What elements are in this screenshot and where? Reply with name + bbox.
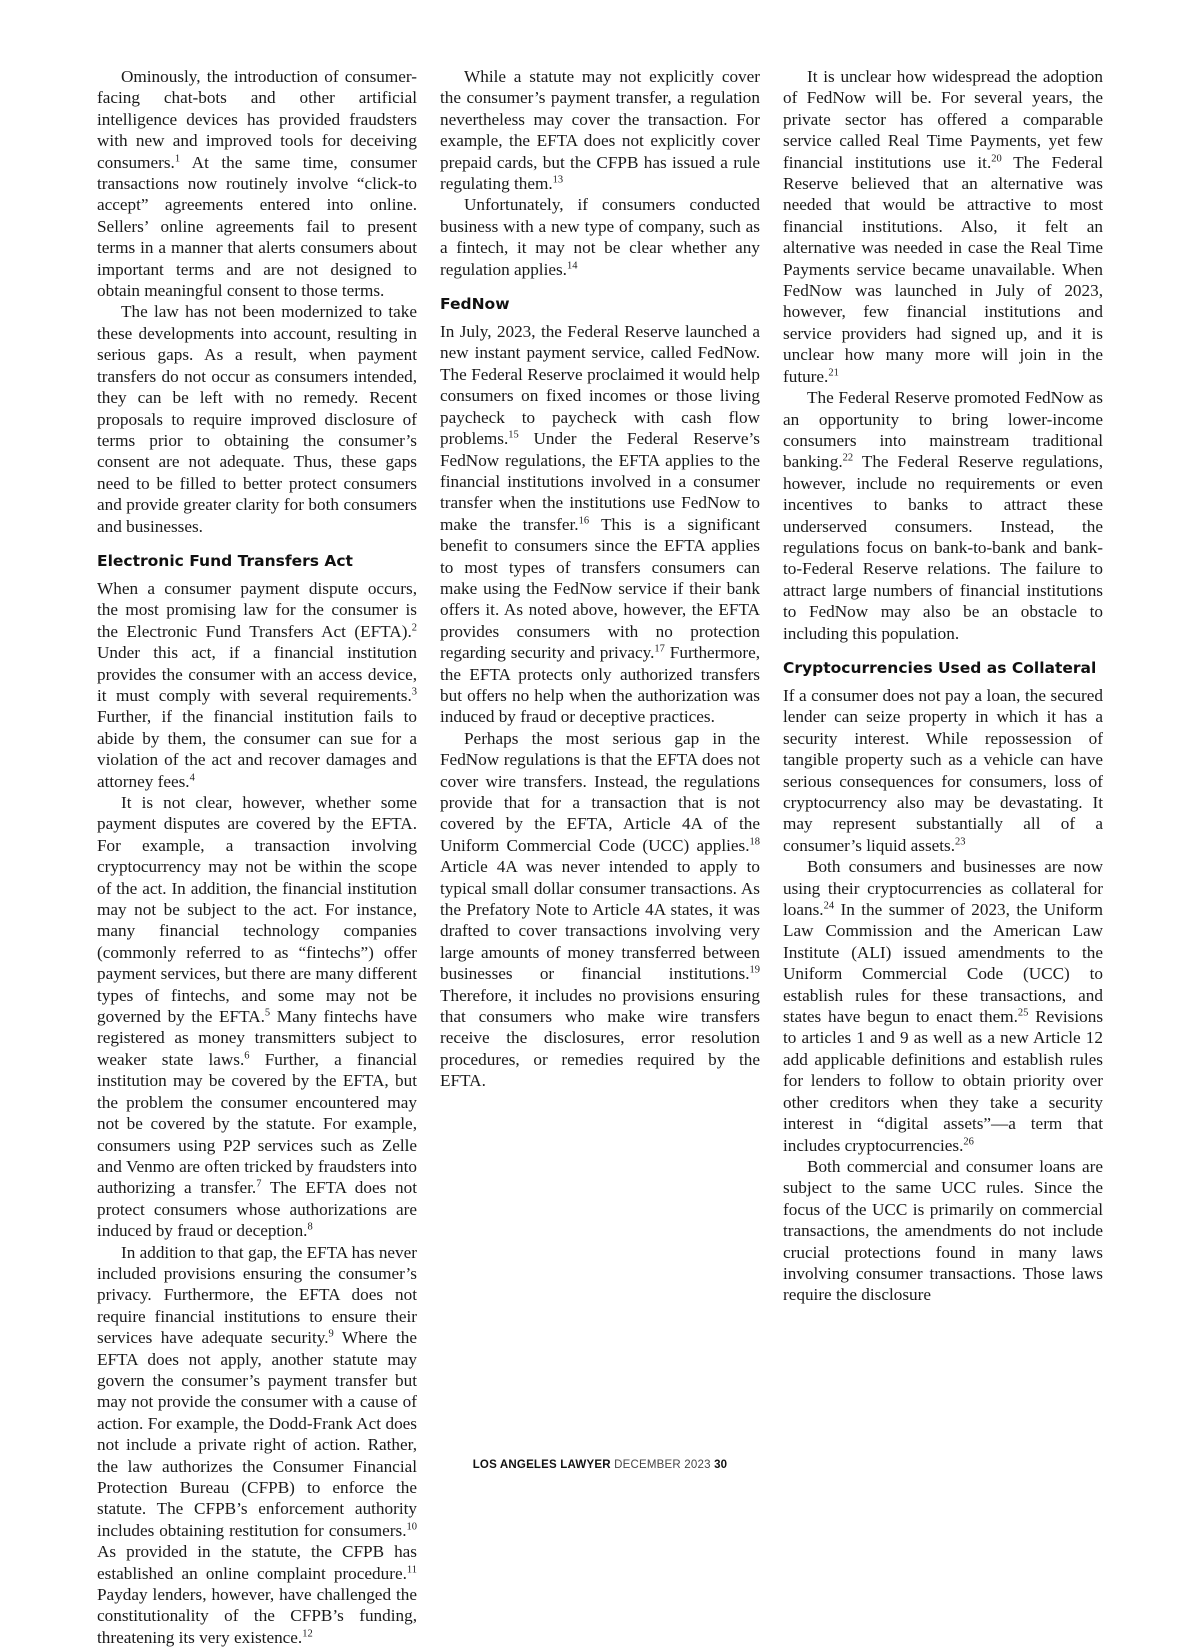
footnote-marker: 21	[828, 366, 839, 378]
page-footer	[0, 1459, 1200, 1471]
paragraph: Unfortunately, if consumers conducted business with a new type of company, such as a fintech, it may not be clear whether any regulation applies.$^{14}$	[440, 195, 760, 279]
footnote-marker: 7	[256, 1178, 262, 1190]
paragraph: If a consumer does not pay a loan, the secured lender can seize property in which it has a security interest. While repossession of tangible property such as a vehicle can have serious consequences for consumers, loss of cryptocurrency also may be devastating. It may represent substantially all of a consumer’s liquid assets.$^{23}$	[783, 685, 1103, 855]
column-2	[440, 66, 760, 1092]
footnote-marker: 23	[955, 836, 966, 848]
footnote-marker: 25	[1017, 1007, 1029, 1019]
column-1	[97, 66, 417, 1648]
footnote-marker: 20	[991, 152, 1002, 164]
page-number: 30	[714, 1459, 728, 1471]
paragraph: Both consumers and businesses are now using their cryptocurrencies as collateral for loans.$^{24}$ In the summer of 2023, the Uniform Law Commission and the American Law Institute (ALI) issued amendments to the Uniform Commercial Code (UCC) to establish rules for these transactions, and states have begun to enact them.$^{25}$ Revisions to articles 1 and 9 as well as a new Article 12 add applicable definitions and establish rules for lenders to follow to obtain priority over other creditors when they take a security interest in “digital assets”—a term that includes cryptocurrencies.$^{26}$	[783, 857, 1104, 1155]
footnote-marker: 14	[566, 259, 578, 271]
paragraph: In July, 2023, the Federal Reserve launched a new instant payment service, called FedNow. The Federal Reserve proclaimed it would help consumers on fixed incomes or those living paycheck to paycheck with cash flow problems.$^{15}$ Under the Federal Reserve’s FedNow regulations, the EFTA applies to the financial institutions involved in a consumer transfer when the institutions use FedNow to make the transfer.$^{16}$ This is a significant benefit to consumers since the EFTA applies to most types of transfers consumers can make using the FedNow service if their bank offers it. As noted above, however, the EFTA provides consumers with no protection regarding security and privacy.$^{17}$ Furthermore, the EFTA protects only authorized transfers but offers no help when the authorization was induced by fraud or deceptive practices.	[440, 322, 761, 727]
footnote-marker: 12	[302, 1628, 313, 1640]
paragraph: The Federal Reserve promoted FedNow as an opportunity to bring lower-income consumers into mainstream traditional banking.$^{22}$ The Federal Reserve regulations, however, include no requirements or even incentives to banks to attract these underserved consumers. Instead, the regulations focus on bank-to-bank and bank-to-Federal Reserve relations. The failure to attract large numbers of financial institutions to FedNow may also be an obstacle to including this population.	[783, 388, 1103, 643]
footnote-marker: 1	[174, 152, 181, 164]
footnote-marker: 3	[411, 686, 417, 698]
section-heading-fednow: FedNow	[440, 295, 510, 314]
footnote-marker: 15	[508, 429, 519, 441]
section-heading-efta: Electronic Fund Transfers Act	[97, 551, 353, 570]
publication-name: LOS ANGELES LAWYER	[472, 1459, 611, 1471]
paragraph: When a consumer payment dispute occurs, the most promising law for the consumer is the Electronic Fund Transfers Act (EFTA).$^2$ Under this act, if a financial institution provides the consumer with an access device, it must comply with several requirements.$^3$ Further, if the financial institution fails to abide by them, the consumer can sue for a violation of the act and recover damages and attorney fees.$^4$	[97, 578, 417, 791]
footnote-marker: 19	[749, 964, 760, 976]
footnote-marker: 11	[406, 1563, 417, 1575]
footnote-marker: 17	[654, 643, 665, 655]
footnote-marker: 24	[823, 900, 835, 912]
footnote-marker: 16	[578, 514, 590, 526]
footnote-marker: 8	[307, 1221, 313, 1233]
footnote-marker: 13	[552, 174, 564, 186]
column-3	[783, 66, 1103, 1306]
footnote-marker: 2	[411, 622, 417, 634]
paragraph: In addition to that gap, the EFTA has never included provisions ensuring the consumer’s privacy. Furthermore, the EFTA does not require financial institutions to ensure their services have adequate security.$^9$ Where the EFTA does not apply, another statute may govern the consumer’s payment transfer but may not provide the consumer with a cause of action. For example, the Dodd-Frank Act does not include a private right of action. Rather, the law authorizes the Consumer Financial Protection Bureau (CFPB) to enforce the statute. The CFPB’s enforcement authority includes obtaining restitution for consumers.$^{10}$ As provided in the statute, the CFPB has established an online complaint procedure.$^{11}$ Payday lenders, however, have challenged the constitutionality of the CFPB’s funding, threatening its very existence.$^{12}$	[97, 1242, 417, 1647]
paragraph: It is unclear how widespread the adoption of FedNow will be. For several years, the private sector has offered a comparable service called Real Time Payments, yet few financial institutions use it.$^{20}$ The Federal Reserve believed that an alternative was needed that would be attractive to most financial institutions. Also, it felt an alternative was needed in case the Real Time Payments service became unavailable. When FedNow was launched in July of 2023, however, few financial institutions and service providers had signed up, and it is unclear how many more will join in the future.$^{21}$	[783, 67, 1103, 386]
issue-date: DECEMBER 2023	[614, 1459, 711, 1471]
footnote-marker: 5	[264, 1007, 271, 1019]
footnote-marker: 4	[189, 771, 195, 783]
footnote-marker: 18	[749, 836, 760, 848]
section-heading-crypto: Cryptocurrencies Used as Collateral	[783, 658, 1097, 677]
paragraph: Ominously, the introduction of consumer-facing chat-bots and other artificial intelligence devices has provided fraudsters with new and improved tools for deceiving consumers.$^1$ At the same time, consumer transactions now routinely involve “click-to accept” agreements entered into online. Sellers’ online agreements fail to present terms in a manner that alerts consumers about important terms and are not designed to obtain meaningful consent to those terms.	[97, 67, 417, 301]
paragraph: It is not clear, however, whether some payment disputes are covered by the EFTA. For example, a transaction involving cryptocurrency may not be within the scope of the act. In addition, the financial institution may not be subject to the act. For instance, many financial technology companies (commonly referred to as “fintechs”) offer payment services, but there are many different types of fintechs, and some may not be governed by the EFTA.$^5$ Many fintechs have registered as money transmitters subject to weaker state laws.$^6$ Further, a financial institution may be covered by the EFTA, but the problem the consumer encountered may not be covered by the statute. For example, consumers using P2P services such as Zelle and Venmo are often tricked by fraudsters into authorizing a transfer.$^7$ The EFTA does not protect consumers whose authorizations are induced by fraud or deception.$^8$	[97, 793, 417, 1241]
footnote-marker: 10	[406, 1521, 417, 1533]
paragraph: While a statute may not explicitly cover the consumer’s payment transfer, a regulation nevertheless may cover the transaction. For example, the EFTA does not explicitly cover prepaid cards, but the CFPB has issued a rule regulating them.$^{13}$	[440, 67, 760, 194]
footnote-marker: 22	[842, 452, 854, 464]
paragraph: Perhaps the most serious gap in the FedNow regulations is that the EFTA does not cover wire transfers. Instead, the regulations provide that for a transaction that is not covered by the EFTA, Article 4A of the Uniform Commercial Code (UCC) applies.$^{18}$ Article 4A was never intended to apply to typical small dollar consumer transactions. As the Prefatory Note to Article 4A states, it was drafted to cover transactions involving very large amounts of money transferred between businesses or financial institutions.$^{19}$ Therefore, it includes no provisions ensuring that consumers who make wire transfers receive the disclosures, error resolution procedures, or remedies required by the EFTA.	[440, 728, 760, 1091]
footnote-marker: 26	[963, 1135, 974, 1147]
paragraph: The law has not been modernized to take these developments into account, resulting in serious gaps. As a result, when payment transfers do not occur as consumers intended, they can be left with no remedy. Recent proposals to require improved disclosure of terms prior to obtaining the consumer’s consent are not adequate. Thus, these gaps need to be filled to better protect consumers and provide greater clarity for both consumers and businesses.	[97, 302, 417, 536]
footnote-marker: 9	[328, 1328, 334, 1340]
footnote-marker: 6	[244, 1050, 250, 1062]
paragraph: Both commercial and consumer loans are subject to the same UCC rules. Since the focus of the UCC is primarily on commercial transactions, the amendments do not include crucial protections found in many laws involving consumer transactions. Those laws require the disclosure	[783, 1156, 1103, 1305]
